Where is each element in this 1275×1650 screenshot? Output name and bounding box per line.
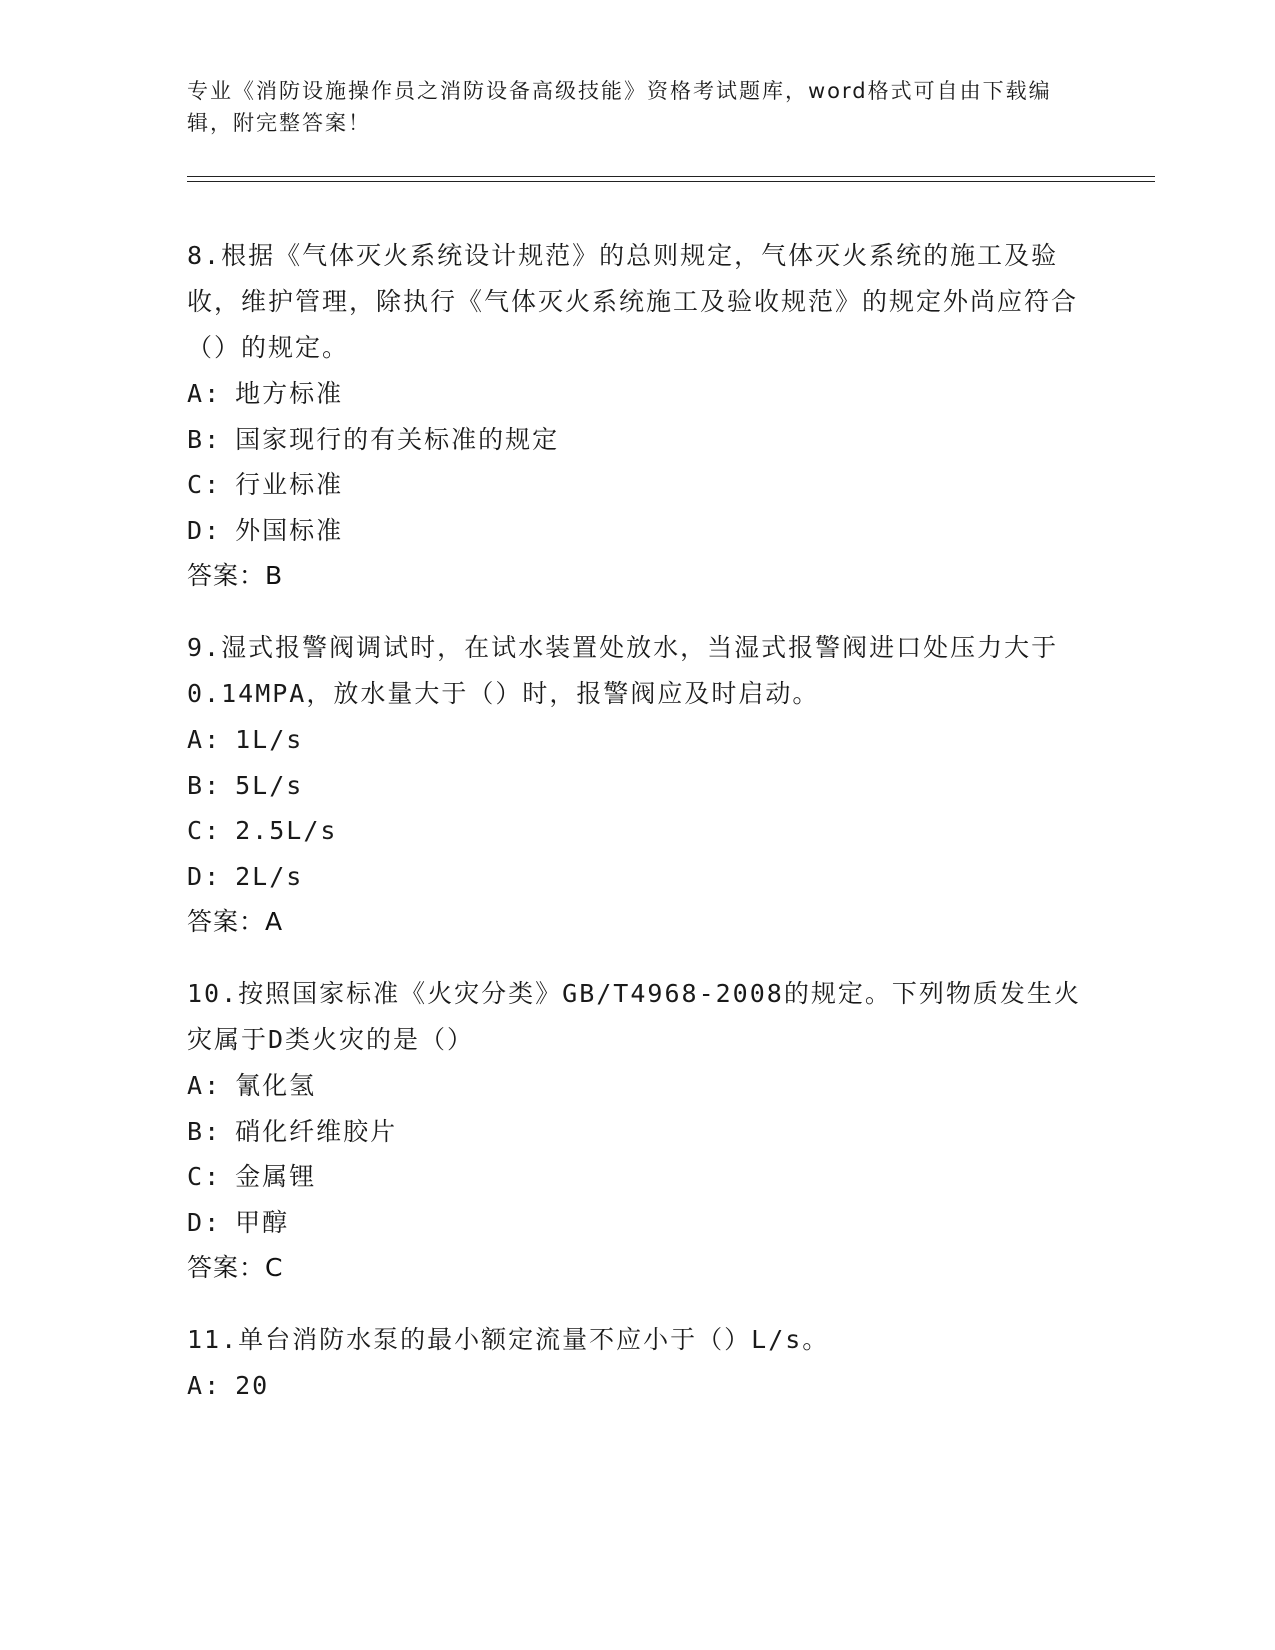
answer-option bbox=[187, 1154, 1087, 1200]
answer-option bbox=[187, 1363, 1087, 1409]
option-text: 20 bbox=[235, 1371, 270, 1400]
option-separator: : bbox=[204, 770, 222, 800]
option-key: C bbox=[187, 816, 205, 845]
option-key: B bbox=[187, 424, 205, 454]
answer-value: C bbox=[265, 1253, 284, 1282]
option-key: D bbox=[187, 861, 205, 891]
question-stem: 9.湿式报警阀调试时，在试水装置处放水，当湿式报警阀进口处压力大于0.14MPA，放水量大于（）时，报警阀应及时启动。 bbox=[187, 633, 1059, 708]
question-list bbox=[187, 233, 1087, 1435]
option-key: A bbox=[187, 1071, 205, 1100]
answer-line bbox=[187, 553, 1087, 599]
option-key: D bbox=[187, 1207, 205, 1237]
option-separator: : bbox=[204, 1371, 222, 1400]
answer-label: 答案： bbox=[187, 1253, 266, 1282]
question-item bbox=[187, 971, 1087, 1291]
question-item bbox=[187, 1317, 1087, 1409]
option-separator: : bbox=[204, 1071, 222, 1100]
option-text: 2L/s bbox=[235, 861, 304, 891]
answer-option bbox=[187, 371, 1087, 417]
option-text: 地方标准 bbox=[235, 379, 344, 408]
answer-option bbox=[187, 717, 1087, 763]
option-separator: : bbox=[204, 861, 222, 891]
answer-option bbox=[187, 417, 1087, 463]
option-text: 硝化纤维胶片 bbox=[235, 1116, 398, 1146]
answer-option bbox=[187, 1109, 1087, 1155]
answer-value: B bbox=[265, 561, 284, 590]
answer-line bbox=[187, 899, 1087, 945]
option-key: A bbox=[187, 725, 205, 754]
option-text: 甲醇 bbox=[235, 1207, 290, 1237]
option-text: 氰化氢 bbox=[235, 1071, 317, 1100]
option-text: 行业标准 bbox=[235, 470, 344, 499]
option-separator: : bbox=[204, 424, 222, 454]
question-stem: 8.根据《气体灭火系统设计规范》的总则规定，气体灭火系统的施工及验收，维护管理，除执行《气体灭火系统施工及验收规范》的规定外尚应符合（）的规定。 bbox=[187, 241, 1079, 362]
option-key: C bbox=[187, 1162, 205, 1191]
answer-label: 答案： bbox=[187, 907, 266, 936]
answer-value: A bbox=[265, 907, 284, 936]
answer-option bbox=[187, 1200, 1087, 1246]
question-stem: 10.按照国家标准《火灾分类》GB/T4968-2008的规定。下列物质发生火灾属于D类火灾的是（） bbox=[187, 979, 1081, 1054]
answer-label: 答案： bbox=[187, 561, 266, 590]
option-text: 金属锂 bbox=[235, 1162, 317, 1191]
option-text: 2.5L/s bbox=[235, 816, 338, 845]
option-key: C bbox=[187, 470, 205, 499]
answer-option bbox=[187, 462, 1087, 508]
option-key: B bbox=[187, 1116, 205, 1146]
option-separator: : bbox=[204, 1162, 222, 1191]
document-header: 专业《消防设施操作员之消防设备高级技能》资格考试题库，word格式可自由下载编辑，附完整答案！ bbox=[187, 79, 1052, 135]
option-separator: : bbox=[204, 470, 222, 499]
option-separator: : bbox=[204, 1207, 222, 1237]
header-rule-bottom bbox=[187, 181, 1155, 182]
header-rule-top bbox=[187, 176, 1155, 177]
option-text: 5L/s bbox=[235, 770, 304, 800]
answer-option bbox=[187, 1063, 1087, 1109]
answer-option bbox=[187, 763, 1087, 809]
option-separator: : bbox=[204, 379, 222, 408]
option-key: A bbox=[187, 379, 205, 408]
answer-option bbox=[187, 854, 1087, 900]
answer-line bbox=[187, 1245, 1087, 1291]
option-key: A bbox=[187, 1371, 205, 1400]
option-separator: : bbox=[204, 1116, 222, 1146]
question-item bbox=[187, 625, 1087, 945]
answer-option bbox=[187, 508, 1087, 554]
question-item bbox=[187, 233, 1087, 599]
option-separator: : bbox=[204, 816, 222, 845]
option-text: 国家现行的有关标准的规定 bbox=[235, 424, 560, 454]
question-stem: 11.单台消防水泵的最小额定流量不应小于（）L/s。 bbox=[187, 1325, 830, 1354]
option-key: B bbox=[187, 770, 205, 800]
option-separator: : bbox=[204, 515, 222, 545]
answer-option bbox=[187, 808, 1087, 854]
option-key: D bbox=[187, 515, 205, 545]
option-separator: : bbox=[204, 725, 222, 754]
option-text: 1L/s bbox=[235, 725, 304, 754]
option-text: 外国标准 bbox=[235, 515, 344, 545]
